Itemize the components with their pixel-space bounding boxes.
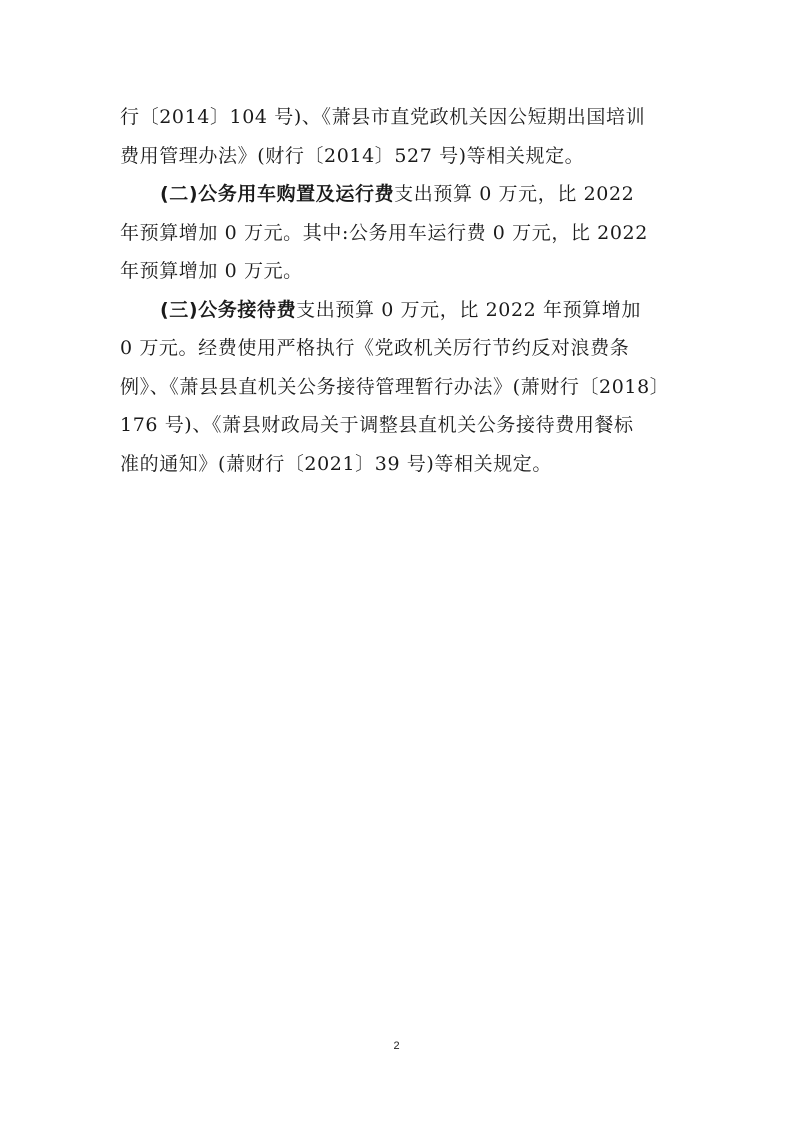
paragraph-line (120, 291, 680, 330)
paragraph-line: 年预算增加 0 万元。其中:公务用车运行费 0 万元，比 2022 (120, 221, 648, 244)
paragraph-reception-expenses (120, 291, 680, 484)
paragraph-line: 行〔2014〕104 号)、《萧县市直党政机关因公短期出国培训 (120, 106, 646, 128)
paragraph-text: 支出预算 0 万元，比 2022 年预算增加 (296, 298, 641, 321)
paragraph-regulations-continued (120, 98, 680, 175)
document-body (120, 98, 680, 483)
section-heading-reception: (三)公务接待费 (160, 298, 297, 321)
paragraph-line: 176 号)、《萧县财政局关于调整县直机关公务接待费用餐标 (120, 414, 634, 436)
page-number: 2 (393, 1040, 400, 1052)
paragraph-line: 例》、《萧县县直机关公务接待管理暂行办法》(萧财行〔2018〕 (120, 375, 670, 398)
paragraph-line: 准的通知》(萧财行〔2021〕39 号)等相关规定。 (120, 452, 552, 475)
paragraph-line: 费用管理办法》(财行〔2014〕527 号)等相关规定。 (120, 144, 585, 167)
paragraph-line: 0 万元。经费使用严格执行《党政机关厉行节约反对浪费条 (120, 337, 630, 359)
section-heading-vehicle: (二)公务用车购置及运行费 (160, 183, 395, 205)
paragraph-line: 年预算增加 0 万元。 (120, 260, 303, 282)
paragraph-text: 支出预算 0 万元，比 2022 (394, 183, 635, 205)
paragraph-line (120, 175, 680, 214)
paragraph-vehicle-expenses (120, 175, 680, 291)
